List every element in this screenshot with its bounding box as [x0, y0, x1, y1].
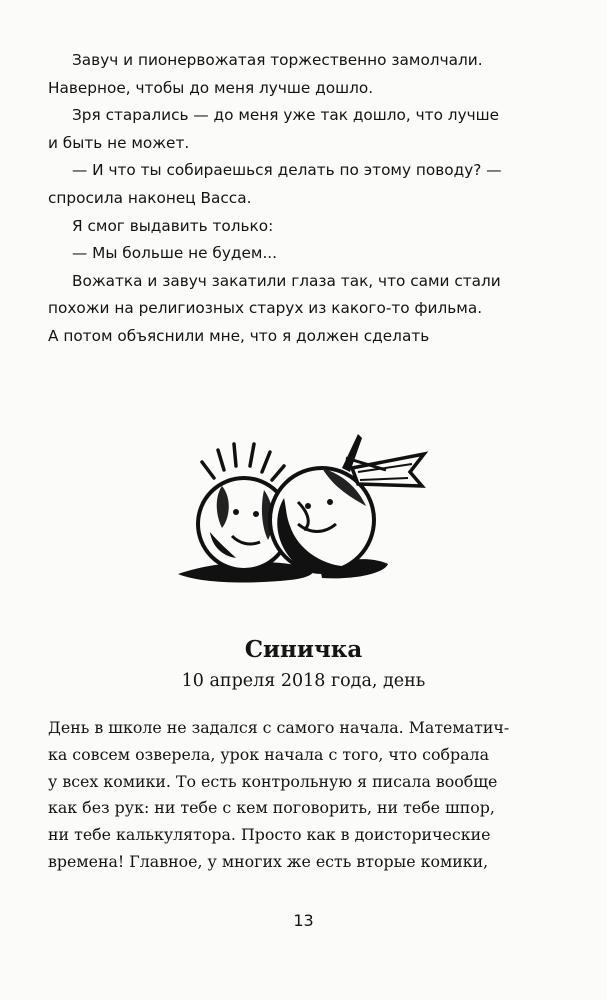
- paragraph-line: — Мы больше не будем...: [72, 244, 278, 263]
- paragraph-line: у всех комики. То есть контрольную я писала вообще: [48, 771, 498, 791]
- paragraph-line: Зря старались — до меня уже так дошло, что лучше: [72, 106, 500, 125]
- paragraph-line: ка совсем озверела, урок начала с того, что собрала: [48, 744, 490, 764]
- paragraph-line: Завуч и пионервожатая торжественно замолчали.: [72, 51, 483, 69]
- paragraph-line: Я смог выдавить только:: [72, 216, 274, 235]
- section-title: Синичка: [244, 636, 363, 663]
- paragraph-line: — И что ты собираешься делать по этому поводу? —: [72, 161, 502, 180]
- page-number: 13: [293, 911, 314, 930]
- paragraph-line: времена! Главное, у многих же есть вторые комики,: [48, 851, 489, 871]
- paragraph-line: ни тебе калькулятора. Просто как в доисторические: [48, 825, 491, 845]
- two-smiling-round-faces-illustration: [172, 428, 434, 590]
- text-block-top: [48, 47, 502, 351]
- paragraph-line: похожи на религиозных старух из какого-то фильма.: [48, 299, 483, 318]
- paragraph-line: А потом объяснили мне, что я должен сделать: [48, 326, 430, 345]
- paragraph-line: как без рук: ни тебе с кем поговорить, ни тебе шпор,: [48, 798, 495, 818]
- paragraph-line: спросила наконец Васса.: [48, 188, 252, 207]
- paragraph-line: День в школе не задался с самого начала. Математич-: [48, 718, 510, 737]
- text-block-bottom: [48, 715, 509, 876]
- paragraph-line: и быть не может.: [48, 133, 190, 152]
- paragraph-line: Вожатка и завуч закатили глаза так, что сами стали: [72, 271, 501, 290]
- section-date: 10 апреля 2018 года, день: [181, 671, 426, 691]
- paragraph-line: Наверное, чтобы до меня лучше дошло.: [48, 78, 374, 97]
